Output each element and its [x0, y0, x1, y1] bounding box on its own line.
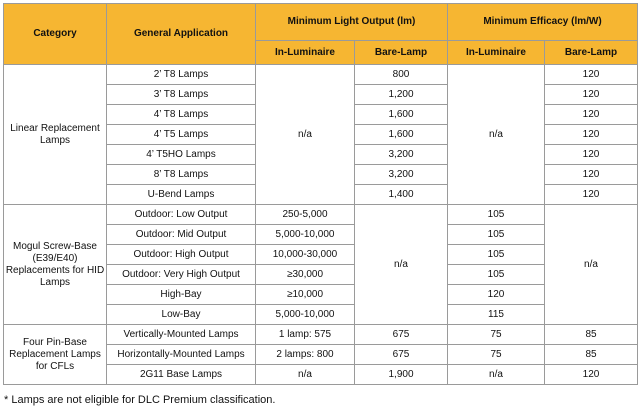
app-cell: Vertically-Mounted Lamps: [107, 325, 256, 345]
category-four-pin-base: Four Pin-Base Replacement Lamps for CFLs: [4, 325, 107, 385]
bare-lamp-output-cell: 1,400: [355, 185, 448, 205]
bare-lamp-output-cell: 800: [355, 65, 448, 85]
bare-lamp-output-cell: 1,200: [355, 85, 448, 105]
bare-lamp-output-cell: 3,200: [355, 145, 448, 165]
app-cell: 2’ T8 Lamps: [107, 65, 256, 85]
bare-lamp-output-cell: 1,900: [355, 365, 448, 385]
in-luminaire-efficacy-cell: 105: [448, 245, 545, 265]
bare-lamp-efficacy-cell: 120: [545, 85, 638, 105]
app-cell: High-Bay: [107, 285, 256, 305]
in-luminaire-efficacy-cell: n/a: [448, 65, 545, 205]
app-cell: Outdoor: Low Output: [107, 205, 256, 225]
in-luminaire-output-cell: 250-5,000: [256, 205, 355, 225]
in-luminaire-efficacy-cell: 120: [448, 285, 545, 305]
header-min-light-output: Minimum Light Output (lm): [256, 4, 448, 41]
app-cell: 2G11 Base Lamps: [107, 365, 256, 385]
bare-lamp-efficacy-cell: n/a: [545, 205, 638, 325]
app-cell: 3’ T8 Lamps: [107, 85, 256, 105]
subheader-bare-lamp-efficacy: Bare-Lamp: [545, 41, 638, 65]
in-luminaire-output-cell: 5,000-10,000: [256, 225, 355, 245]
header-min-efficacy: Minimum Efficacy (lm/W): [448, 4, 638, 41]
bare-lamp-efficacy-cell: 120: [545, 105, 638, 125]
in-luminaire-efficacy-cell: 105: [448, 265, 545, 285]
app-cell: Horizontally-Mounted Lamps: [107, 345, 256, 365]
in-luminaire-output-cell: 5,000-10,000: [256, 305, 355, 325]
app-cell: 4’ T5HO Lamps: [107, 145, 256, 165]
bare-lamp-efficacy-cell: 120: [545, 125, 638, 145]
subheader-in-luminaire-output: In-Luminaire: [256, 41, 355, 65]
in-luminaire-output-cell: 2 lamps: 800: [256, 345, 355, 365]
app-cell: U-Bend Lamps: [107, 185, 256, 205]
bare-lamp-output-cell: n/a: [355, 205, 448, 325]
dlc-requirements-table: [3, 3, 638, 385]
bare-lamp-output-cell: 675: [355, 325, 448, 345]
bare-lamp-efficacy-cell: 120: [545, 365, 638, 385]
in-luminaire-output-cell: 10,000-30,000: [256, 245, 355, 265]
in-luminaire-output-cell: n/a: [256, 65, 355, 205]
app-cell: 4’ T8 Lamps: [107, 105, 256, 125]
bare-lamp-output-cell: 1,600: [355, 125, 448, 145]
app-cell: Outdoor: Mid Output: [107, 225, 256, 245]
app-cell: Outdoor: High Output: [107, 245, 256, 265]
category-mogul-screw-base: Mogul Screw-Base (E39/E40) Replacements for HID Lamps: [4, 205, 107, 325]
in-luminaire-efficacy-cell: n/a: [448, 365, 545, 385]
in-luminaire-efficacy-cell: 105: [448, 205, 545, 225]
bare-lamp-output-cell: 1,600: [355, 105, 448, 125]
app-cell: Low-Bay: [107, 305, 256, 325]
subheader-bare-lamp-output: Bare-Lamp: [355, 41, 448, 65]
subheader-in-luminaire-efficacy: In-Luminaire: [448, 41, 545, 65]
in-luminaire-efficacy-cell: 115: [448, 305, 545, 325]
app-cell: 8’ T8 Lamps: [107, 165, 256, 185]
in-luminaire-output-cell: ≥30,000: [256, 265, 355, 285]
bare-lamp-efficacy-cell: 85: [545, 325, 638, 345]
in-luminaire-efficacy-cell: 75: [448, 345, 545, 365]
in-luminaire-output-cell: n/a: [256, 365, 355, 385]
header-general-application: General Application: [107, 4, 256, 65]
bare-lamp-efficacy-cell: 120: [545, 165, 638, 185]
bare-lamp-output-cell: 3,200: [355, 165, 448, 185]
bare-lamp-efficacy-cell: 120: [545, 185, 638, 205]
bare-lamp-efficacy-cell: 120: [545, 65, 638, 85]
bare-lamp-efficacy-cell: 85: [545, 345, 638, 365]
app-cell: Outdoor: Very High Output: [107, 265, 256, 285]
bare-lamp-output-cell: 675: [355, 345, 448, 365]
category-linear-replacement: Linear Replacement Lamps: [4, 65, 107, 205]
header-category: Category: [4, 4, 107, 65]
footnote: * Lamps are not eligible for DLC Premium classification.: [4, 394, 276, 406]
in-luminaire-output-cell: 1 lamp: 575: [256, 325, 355, 345]
in-luminaire-efficacy-cell: 105: [448, 225, 545, 245]
in-luminaire-efficacy-cell: 75: [448, 325, 545, 345]
bare-lamp-efficacy-cell: 120: [545, 145, 638, 165]
in-luminaire-output-cell: ≥10,000: [256, 285, 355, 305]
app-cell: 4’ T5 Lamps: [107, 125, 256, 145]
